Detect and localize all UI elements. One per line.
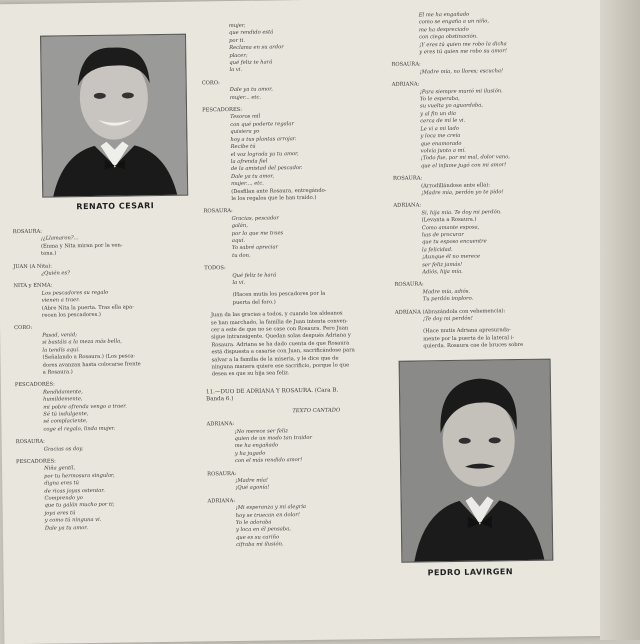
prose-line: sigue intransigente. Quedan solas después Adriana y (211, 332, 351, 341)
verse-line: ¡Madre mía, perdón yo te pido! (421, 189, 504, 197)
stage-direction: (Hace mutis Adriana apresurada- (423, 327, 511, 335)
verse-line: cifraba mi ilusión. (236, 541, 284, 549)
prose-line: Rosaura. Adriana se ha dado cuenta de que Rosaura (211, 340, 350, 349)
verse-line: si bastáis a la meza más bella, (42, 338, 122, 346)
verse-line: su vuelta yo aguardaba, (419, 102, 484, 110)
verse-line: Yo le adoraba (235, 519, 272, 526)
stage-direction: (Desfilan ante Rosaura, entregándo- (231, 187, 327, 195)
verse-line: Gracias, pescador (231, 215, 279, 222)
speaker-label: ROSAURA: (15, 438, 45, 446)
stage-direction: (Señalando a Rosaura.) (Los pesca- (42, 353, 136, 361)
verse-line: joya eres tú (44, 510, 76, 517)
verse-line: mujer..., etc. (231, 180, 264, 188)
verse-line: Qué feliz te hará (232, 272, 277, 279)
portrait-icon (400, 360, 553, 562)
verse-line: ¡Qué agonía! (235, 484, 270, 492)
verse-line: Rendidamente, (42, 388, 83, 396)
verse-line: ¡Para siempre murió mi ilusión. (419, 87, 503, 96)
verse-line: has de procurar (421, 231, 464, 239)
stage-direction: mente por la puerta de la lateral i- (423, 334, 515, 343)
verse-line: Recibe tú (230, 143, 256, 151)
speaker-label: ADRIANA: (393, 202, 422, 210)
speaker-label: ROSAURA: (392, 175, 423, 182)
prose-line: desea es que su hija sea feliz. (211, 370, 290, 378)
verse-line: como se engaña a un niño, (418, 18, 490, 26)
prose-line: Juan da las gracias a todos, y cuando los aldeanos (210, 310, 343, 319)
prose-line: salvar a la familia de la miseria, y le dice que de (211, 355, 339, 363)
verse-line: Dale ya tu amor. (44, 524, 88, 532)
verse-line: placer; (229, 52, 248, 59)
stage-direction: (Abre Nita la puerta. Tras ella apa- (41, 304, 134, 312)
verse-line: ¡Y eres tú quien me robo la dicha (419, 40, 507, 49)
verse-line: Pasad, venid; (42, 332, 78, 339)
verse-line: qué feliz te hará (229, 59, 273, 67)
stage-direction: recen los pescadores.) (41, 311, 101, 319)
speaker-label: CORO: (201, 80, 220, 87)
verse-line: hoy se truecan en dolor! (235, 511, 301, 519)
speaker-label: JUAN (A Nita): (13, 263, 53, 270)
verse-line: el voz lograda ya tu amor, (230, 150, 299, 158)
stage-direction: quierda. Rosaura cae de bruces sobre (423, 342, 524, 350)
verse-line: Si, hija mía. Te doy mi perdón. (421, 209, 502, 217)
verse-line: El me ha engañado (418, 11, 470, 19)
speaker-label: CORO: (14, 325, 33, 332)
stage-direction: a Rosaura.) (42, 369, 73, 376)
section-heading: Banda 6.) (206, 396, 234, 403)
section-subtitle: TEXTO CANTADO (292, 407, 341, 414)
speaker-label: ADRIANA: (206, 421, 235, 428)
stage-direction: le los regalos que le han traído.) (231, 194, 317, 202)
verse-line: Gracias os doy. (43, 445, 84, 453)
speaker-label: ROSAURA: (207, 470, 237, 477)
verse-line: coge el regalo, linda mujer. (43, 425, 116, 433)
verse-line: que enamorado (420, 140, 462, 147)
verse-line: mujer, (228, 22, 246, 30)
verse-line: por tu hermosura singular, (44, 472, 115, 480)
verse-line: volvía junto a mí. (420, 147, 466, 155)
verse-line: digna eres tú (44, 480, 80, 487)
stage-direction: puerta del foro.) (232, 299, 276, 306)
verse-line: hoy a tus plantas arrojar. (230, 135, 297, 143)
verse-line: Reclama en su ardor (229, 44, 284, 52)
verse-line: que rendido está (228, 29, 274, 37)
verse-line: ¡Madre mía! (235, 477, 269, 484)
section-heading: 11.—DUO DE ADRIANA Y ROSAURA. (Cara B. (205, 387, 339, 396)
photo-renato-cesari (40, 34, 188, 198)
verse-line: que el infame jugó con mi amor! (420, 161, 507, 170)
verse-line: la vi. (232, 279, 246, 287)
speaker-label: ROSAURA: (391, 61, 421, 69)
verse-line: Como amante esposa, (421, 224, 480, 231)
prose-line: cer a este de que no se case con Rosaura. Pero Juan (211, 325, 349, 334)
portrait-icon (41, 35, 187, 197)
verse-line: y al fin un día (420, 110, 457, 118)
verse-line: por lo que me traes (231, 229, 284, 237)
speaker-label: PESCADORES: (15, 458, 56, 466)
verse-line: con el más rendido amor! (234, 457, 303, 465)
verse-line: con qué poderte regalar (230, 121, 295, 128)
stage-direction: (Enma y Nita miran por la ven- (40, 242, 123, 250)
prose-line: se han marchado, la familia de Juan intenta conven- (210, 318, 348, 326)
stage-direction: (Arrodillándose ante ella): (421, 181, 491, 189)
verse-line: y ha jugado (234, 450, 266, 457)
verse-line: mujer... etc. (229, 94, 262, 101)
verse-line: ¡Aunque él no merece (422, 253, 481, 261)
verse-line: galán, (231, 222, 248, 230)
speaker-label: ROSAURA: (394, 281, 424, 289)
verse-line: ¡Todo fue, por mi mal, dolor vano, (420, 154, 511, 162)
photo-pedro-lavirgen (399, 359, 554, 563)
verse-line: ¡Madre mía, no llores; escucha! (419, 68, 504, 76)
verse-line: y eres tú quien me robo su amor! (419, 48, 507, 56)
verse-line: Yo le esperaba, (419, 95, 460, 103)
verse-line: tu don. (232, 252, 251, 259)
verse-line: Le vi a mi lado (420, 125, 459, 133)
verse-line: humildemente, (43, 396, 83, 403)
verse-line: Adiós, hija mía. (422, 268, 463, 276)
verse-line: la vi. (229, 67, 243, 74)
prose-line: ninguna manera quiere ese sacrificio, porque lo que (211, 362, 350, 371)
verse-line: de ricas joyas ostentar. (44, 487, 105, 495)
verse-line: aquí. (231, 237, 245, 244)
verse-line: ¡¿Llamaron?... (40, 235, 79, 243)
verse-line: y como tú ninguna vi. (44, 517, 102, 524)
verse-line: quien de un modo tan traidor (234, 434, 312, 442)
verse-line: Tesoros mil (230, 114, 261, 121)
verse-line: sé complaciente, (43, 418, 88, 426)
speaker-label: PESCADORES: (14, 381, 55, 389)
verse-line: ¿Quién es? (41, 270, 70, 277)
verse-line: la tendís aquí. (42, 346, 80, 354)
verse-line: ¡Mi esperanza y mi alegría (235, 504, 307, 512)
verse-line: Los pescadores su regalo (41, 289, 109, 297)
verse-line: Dale ya tu amor, (230, 173, 275, 180)
stage-direction: dores avanzan hasta colocarse frente (42, 360, 141, 369)
verse-line: cerca de mí le vi. (420, 118, 466, 125)
text-column-right (391, 10, 561, 351)
verse-line: me ha engañado (234, 442, 279, 450)
speaker-label: ADRIANA: (391, 81, 420, 89)
text-column-middle (201, 21, 388, 550)
stage-direction: (Hacen mutis los pescadores por la (232, 291, 326, 299)
verse-line: Dale ya tu amor, (229, 86, 273, 94)
verse-line: quisiera yo (230, 128, 260, 136)
verse-line: que tu galán mucho por ti; (44, 502, 115, 510)
speaker-label: NITA y ENMA: (13, 282, 53, 290)
verse-line: y loca en él pensaba, (235, 526, 291, 534)
prose-line: está dispuesta a casarse con Juan, sacrificándose para (211, 347, 355, 356)
verse-line: de la amistad del pescador. (230, 165, 303, 173)
verse-line: por ti. (229, 37, 246, 44)
caption-pedro-lavirgen: PEDRO LAVIRGEN (427, 567, 514, 578)
verse-line: Yo sabré apreciar (231, 244, 279, 252)
verse-line: Tu perdón imploro. (422, 295, 474, 303)
speaker-label: TODOS: (204, 265, 226, 272)
speaker-label: ROSAURA: (203, 208, 233, 215)
verse-line: Madre mía, adiós. (422, 288, 471, 296)
verse-line: la ofrenda fiel (230, 158, 268, 165)
verse-line: Sé tú indulgente, (43, 410, 89, 418)
caption-renato-cesari: RENATO CESARI (76, 201, 155, 212)
verse-line: ser feliz jamás! (422, 261, 463, 268)
speaker-label: ADRIANA: (207, 497, 236, 505)
speaker-label: PESCADORES: (202, 106, 243, 114)
verse-line: ¡Te doy mi perdón! (422, 315, 473, 323)
verse-line: y loca me creía (420, 132, 461, 140)
verse-line: mi pobre ofrenda vengo a traer. (43, 403, 127, 411)
speaker-label: ADRIANA (Abrazándola con vehemencia): (394, 307, 506, 316)
verse-line: me ha despreciado (418, 26, 469, 34)
verse-line: Niña gentil, (44, 465, 76, 473)
verse-line: que tu esposo encuentre (421, 238, 487, 246)
verse-line: vienen a traer. (41, 297, 80, 304)
verse-line: con ciega obstinación. (419, 33, 478, 41)
verse-line: la felicidad. (421, 246, 453, 254)
verse-line: ¡No merece ser feliz (234, 427, 289, 435)
verse-line: Comprendo yo (44, 495, 83, 502)
stage-direction: (Levanta a Rosaura.) (421, 216, 477, 224)
page-edge (600, 0, 640, 640)
verse-line: que es su cariño (235, 534, 280, 541)
text-column-left (13, 227, 187, 533)
speaker-label: ROSAURA: (12, 228, 43, 236)
stage-direction: tana.) (41, 250, 57, 257)
